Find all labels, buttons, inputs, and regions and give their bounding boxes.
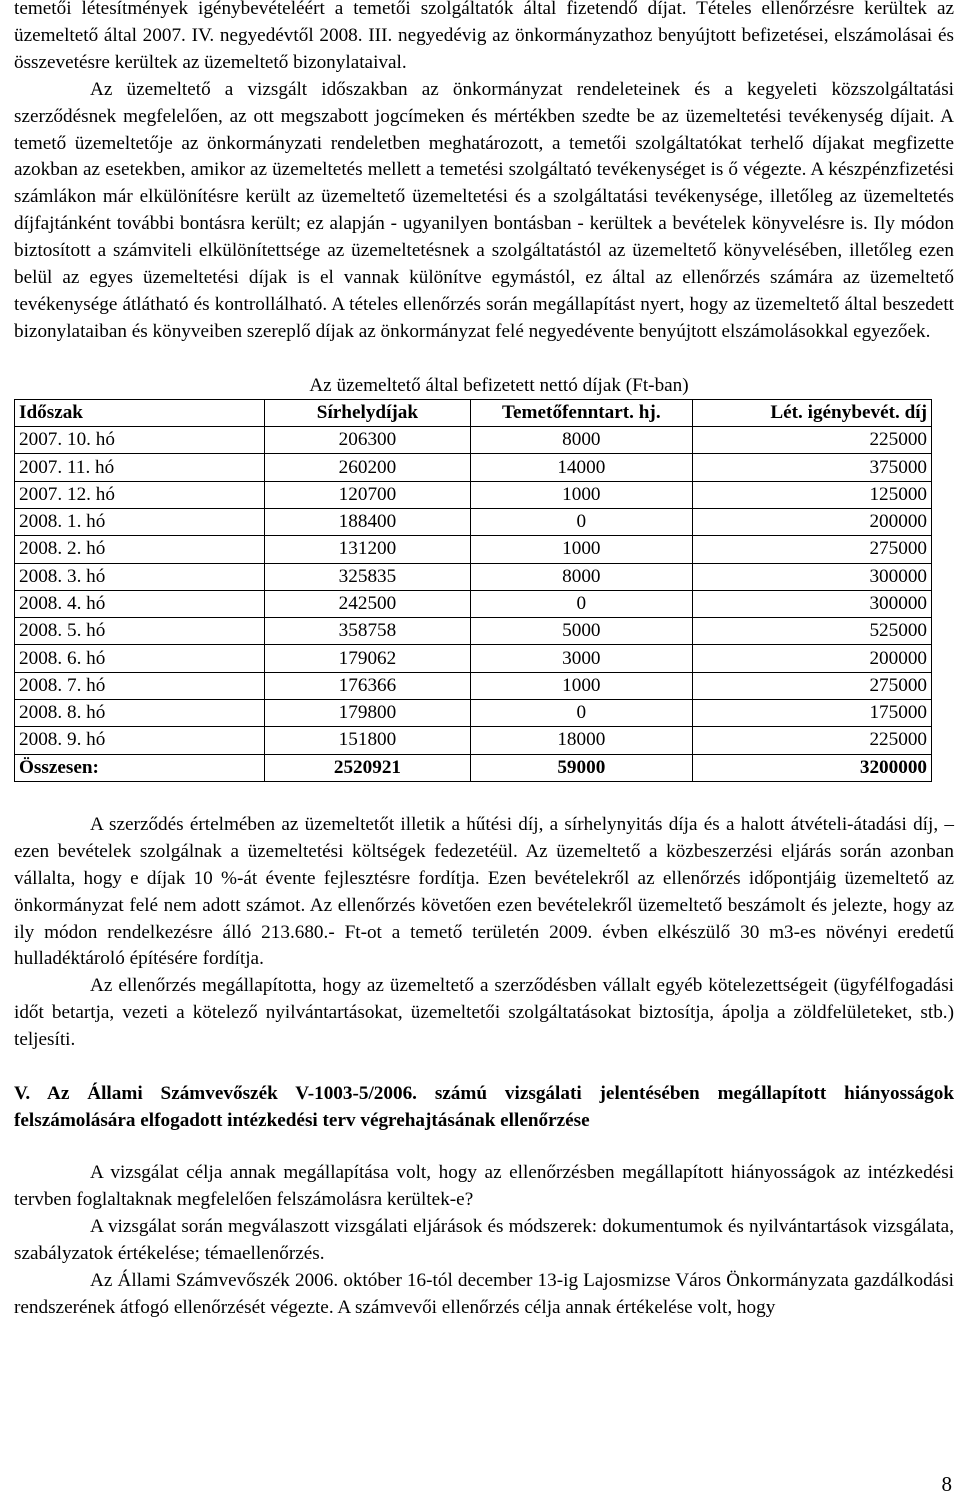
row-period: 2008. 1. hó	[15, 508, 265, 535]
row-grave-fees: 176366	[265, 672, 471, 699]
paragraph-methods: A vizsgálat során megválaszott vizsgálati eljárások és módszerek: dokumentumok és nyilvántartások vizsgálata, szabályzatok értékelése; témaellenőrzés.	[14, 1215, 954, 1264]
row-facility-usage-fee: 300000	[692, 563, 931, 590]
table-row	[15, 481, 932, 508]
row-facility-usage-fee: 275000	[692, 536, 931, 563]
table-row	[15, 590, 932, 617]
row-cemetery-maintenance: 0	[470, 700, 692, 727]
row-grave-fees: 260200	[265, 454, 471, 481]
table-caption: Az üzemeltető által befizetett nettó díjak (Ft-ban)	[309, 374, 689, 396]
table-row	[15, 672, 932, 699]
row-cemetery-maintenance: 1000	[470, 536, 692, 563]
row-facility-usage-fee: 175000	[692, 700, 931, 727]
row-facility-usage-fee: 125000	[692, 481, 931, 508]
row-grave-fees: 179062	[265, 645, 471, 672]
table-row	[15, 700, 932, 727]
total-grave-fees: 2520921	[265, 754, 471, 781]
row-grave-fees: 179800	[265, 700, 471, 727]
document-page	[14, 0, 954, 1322]
row-grave-fees: 151800	[265, 727, 471, 754]
paragraph-contract-income: A szerződés értelmében az üzemeltetőt illetik a hűtési díj, a sírhelynyitás díja és a halott átvételi-átadási díj, – ezen bevételek szolgálnak a üzemeltetési költségek fedezetéül. Az üzemeltető a közbeszerzési eljárás során azonban vállalta, hogy e díjak 10 %-át évente fejlesztésre fordítja. Ezen bevételekről az ellenőrzés időpontjáig üzemeltető az önkormányzat felé nem adott számot. Az ellenőrzés követően ezen bevételekről üzemeltető beszámolt és jelezte, hogy az ily módon rendelkezésre álló 213.680.- Ft-ot a temető területén 2009. évben elkészülő 30 m3-es növényi eredetű hulladéktároló építésére fordítja.	[14, 813, 954, 970]
row-cemetery-maintenance: 3000	[470, 645, 692, 672]
header-cemetery-maintenance: Temetőfenntart. hj.	[470, 399, 692, 426]
row-facility-usage-fee: 375000	[692, 454, 931, 481]
header-facility-usage-fee: Lét. igénybevét. díj	[692, 399, 931, 426]
row-grave-fees: 242500	[265, 590, 471, 617]
row-facility-usage-fee: 200000	[692, 508, 931, 535]
table-row	[15, 563, 932, 590]
row-grave-fees: 358758	[265, 618, 471, 645]
row-cemetery-maintenance: 8000	[470, 563, 692, 590]
row-period: 2008. 4. hó	[15, 590, 265, 617]
header-period: Időszak	[15, 399, 265, 426]
row-cemetery-maintenance: 0	[470, 508, 692, 535]
table-row	[15, 427, 932, 454]
row-period: 2007. 10. hó	[15, 427, 265, 454]
table-row	[15, 508, 932, 535]
table-row	[15, 454, 932, 481]
row-grave-fees: 325835	[265, 563, 471, 590]
row-facility-usage-fee: 225000	[692, 727, 931, 754]
row-period: 2008. 7. hó	[15, 672, 265, 699]
table-row	[15, 645, 932, 672]
row-cemetery-maintenance: 1000	[470, 672, 692, 699]
total-cemetery-maintenance: 59000	[470, 754, 692, 781]
row-facility-usage-fee: 225000	[692, 427, 931, 454]
page-number: 8	[941, 1472, 952, 1496]
total-label: Összesen:	[15, 754, 265, 781]
row-grave-fees: 120700	[265, 481, 471, 508]
row-cemetery-maintenance: 14000	[470, 454, 692, 481]
row-grave-fees: 188400	[265, 508, 471, 535]
row-cemetery-maintenance: 1000	[470, 481, 692, 508]
header-grave-fees: Sírhelydíjak	[265, 399, 471, 426]
row-cemetery-maintenance: 8000	[470, 427, 692, 454]
paragraph-obligations: Az ellenőrzés megállapította, hogy az üzemeltető a szerződésben vállalt egyéb kötelezettségeit (ügyfélfogadási időt betartja, vezeti a kötelező nyilvántartásokat, üzemeltetői szolgáltatásokat biztosítja, ápolja a zöldfelületeket, stb.) teljesíti.	[14, 975, 954, 1051]
table-row	[15, 618, 932, 645]
section-heading: V. Az Állami Számvevőszék V-1003-5/2006. számú vizsgálati jelentésében megállapított hiányosságok felszámolására elfogadott intézkedési terv végrehajtásának ellenőrzése	[14, 1083, 954, 1132]
paragraph-intro: temetői létesítmények igénybevételéért a temetői szolgáltatók által fizetendő díjat. Tételes ellenőrzésre kerültek az üzemeltető által 2007. IV. negyedévtől 2008. III. negyedévig az önkormányzathoz benyújtott befizetései, elszámolásai és összevetésre kerültek az üzemeltető bizonylataival.	[14, 0, 954, 73]
row-cemetery-maintenance: 5000	[470, 618, 692, 645]
row-cemetery-maintenance: 18000	[470, 727, 692, 754]
row-facility-usage-fee: 275000	[692, 672, 931, 699]
fees-table	[14, 399, 932, 782]
row-cemetery-maintenance: 0	[470, 590, 692, 617]
row-grave-fees: 131200	[265, 536, 471, 563]
table-row	[15, 727, 932, 754]
table-total-row	[15, 754, 932, 781]
row-period: 2008. 8. hó	[15, 700, 265, 727]
row-period: 2008. 2. hó	[15, 536, 265, 563]
row-facility-usage-fee: 525000	[692, 618, 931, 645]
paragraph-audit-summary: Az Állami Számvevőszék 2006. október 16-tól december 13-ig Lajosmizse Város Önkormányzata gazdálkodási rendszerének átfogó ellenőrzését végezte. A számvevői ellenőrzés célja annak értékelése volt, hogy	[14, 1269, 954, 1318]
row-period: 2008. 6. hó	[15, 645, 265, 672]
row-period: 2008. 3. hó	[15, 563, 265, 590]
paragraph-purpose: A vizsgálat célja annak megállapítása volt, hogy az ellenőrzésben megállapított hiányosságok az intézkedési tervben foglaltaknak megfelelően felszámolásra kerültek-e?	[14, 1162, 954, 1210]
row-facility-usage-fee: 300000	[692, 590, 931, 617]
row-period: 2007. 12. hó	[15, 481, 265, 508]
row-period: 2007. 11. hó	[15, 454, 265, 481]
row-facility-usage-fee: 200000	[692, 645, 931, 672]
table-row	[15, 536, 932, 563]
table-header-row	[15, 399, 932, 426]
row-grave-fees: 206300	[265, 427, 471, 454]
paragraph-operator-fees: Az üzemeltető a vizsgált időszakban az önkormányzat rendeleteinek és a kegyeleti közszolgáltatási szerződésnek megfelelően, az ott megszabott jogcímeken és mértékben szedte be az üzemeltetési tevékenység díjait. A temető üzemeltetője az önkormányzati rendeletben meghatározott, a temetői szolgáltatókat terhelő díjakat megfizette azokban az esetekben, amikor az üzemeltetés mellett a temetési szolgáltató tevékenységet is ő végezte. A készpénzfizetési számlákon már elkülönítésre került az üzemeltető üzemeltetési és a szolgáltatási tevékenysége, illetőleg az üzemeltetés díjfajtánként további bontásra került; ez alapján - ugyanilyen bontásban - kerültek a bevételek könyvelésre is. Ily módon biztosított a számviteli elkülönítettsége az üzemeltetésnek a szolgáltatástól az üzemeltető könyvelésében, illetőleg ezen belül az egyes üzemeltetési díjak is el vannak különítve egymástól, ez által az ellenőrzés számára az üzemeltető tevékenysége átlátható és kontrollálható. A tételes ellenőrzés során megállapítást nyert, hogy az üzemeltető által beszedett bizonylataiban és könyveiben szereplő díjak az önkormányzat felé negyedévente benyújtott elszámolásokkal egyezőek.	[14, 78, 954, 342]
row-period: 2008. 5. hó	[15, 618, 265, 645]
total-facility-usage-fee: 3200000	[692, 754, 931, 781]
row-period: 2008. 9. hó	[15, 727, 265, 754]
